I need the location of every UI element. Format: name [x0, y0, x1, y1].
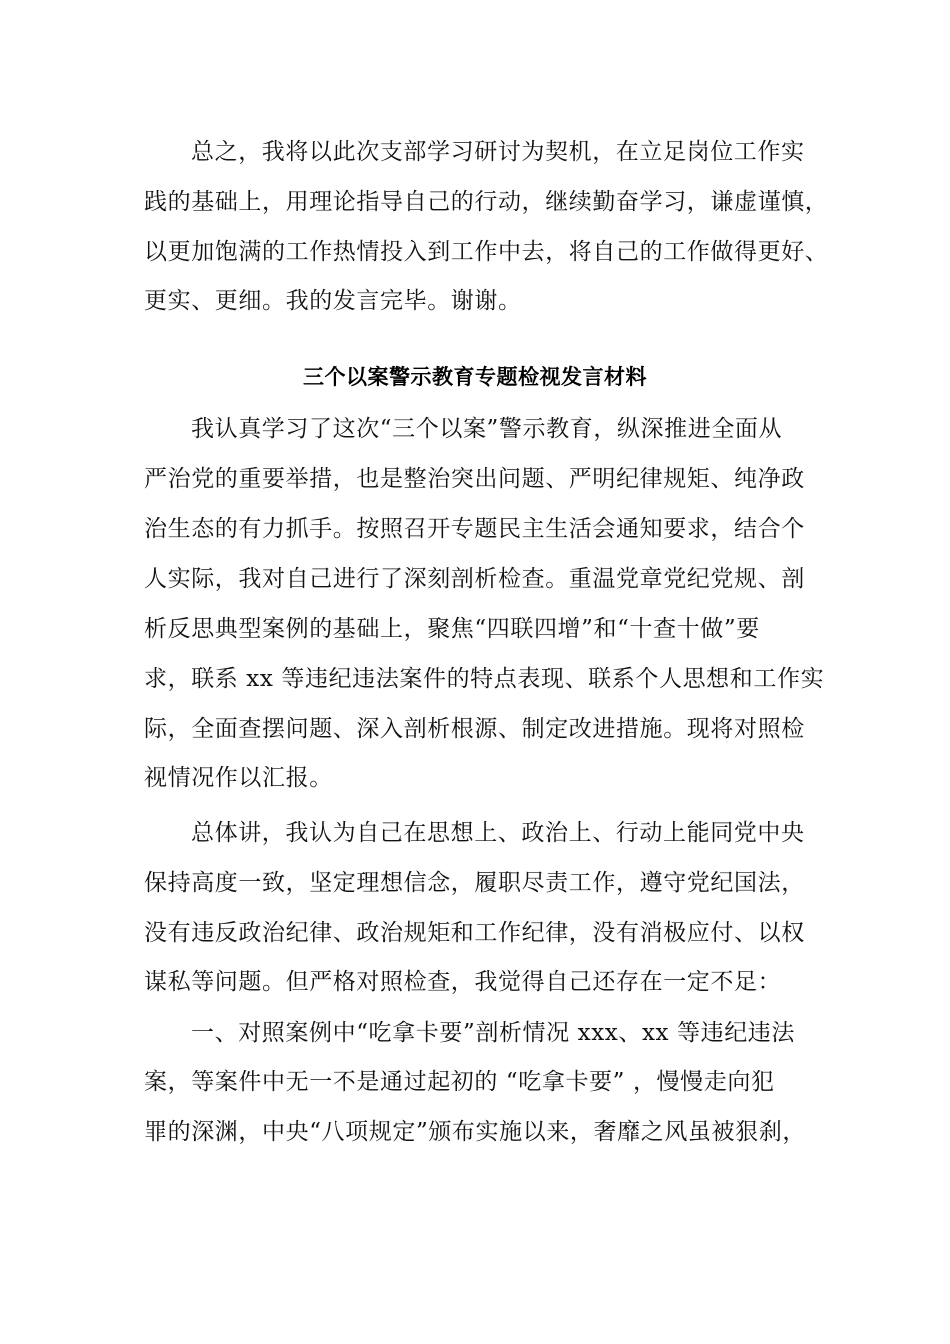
paragraph-3-line-1: 一、对照案例中“吃拿卡要”剖析情况 xxx、xx 等违纪违法	[191, 1020, 795, 1046]
intro-paragraph-line-2: 践的基础上，用理论指导自己的行动，继续勤奋学习，谦虚谨慎，	[144, 189, 829, 215]
document-title: 三个以案警示教育专题检视发言材料	[303, 365, 647, 389]
paragraph-2-line-3: 没有违反政治纪律、政治规矩和工作纪律，没有消极应付、以权	[144, 920, 805, 946]
paragraph-3-line-2: 案，等案件中无一不是通过起初的 “吃拿卡要” ，慢慢走向犯	[144, 1069, 775, 1095]
intro-paragraph-line-4: 更实、更细。我的发言完毕。谢谢。	[144, 288, 522, 314]
intro-paragraph-line-3: 以更加饱满的工作热情投入到工作中去，将自己的工作做得更好、	[144, 239, 829, 265]
paragraph-1-line-8: 视情况作以汇报。	[144, 765, 333, 791]
paragraph-1-line-2: 严治党的重要举措，也是整治突出问题、严明纪律规矩、纯净政	[144, 466, 805, 492]
paragraph-1-line-4: 人实际，我对自己进行了深刻剖析检查。重温党章党纪党规、剖	[144, 566, 805, 592]
paragraph-2-line-1: 总体讲，我认为自己在思想上、政治上、行动上能同党中央	[191, 820, 805, 846]
paragraph-2-line-4: 谋私等问题。但严格对照检查，我觉得自己还存在一定不足：	[144, 969, 782, 995]
paragraph-3-line-3: 罪的深渊，中央“八项规定”颁布实施以来，奢靡之风虽被狠刹，	[144, 1119, 806, 1145]
paragraph-2-line-2: 保持高度一致，坚定理想信念，履职尽责工作，遵守党纪国法，	[144, 870, 805, 896]
paragraph-1-line-6: 求，联系 xx 等违纪违法案件的特点表现、联系个人思想和工作实	[144, 666, 825, 692]
paragraph-1-line-7: 际，全面查摆问题、深入剖析根源、制定改进措施。现将对照检	[144, 716, 805, 742]
paragraph-1-line-3: 治生态的有力抓手。按照召开专题民主生活会通知要求，结合个	[144, 516, 805, 542]
intro-paragraph-line-1: 总之，我将以此次支部学习研讨为契机，在立足岗位工作实	[191, 139, 805, 165]
paragraph-1-line-5: 析反思典型案例的基础上，聚焦“四联四增”和“十查十做”要	[144, 616, 760, 642]
paragraph-1-line-1: 我认真学习了这次“三个以案”警示教育，纵深推进全面从	[191, 416, 783, 442]
